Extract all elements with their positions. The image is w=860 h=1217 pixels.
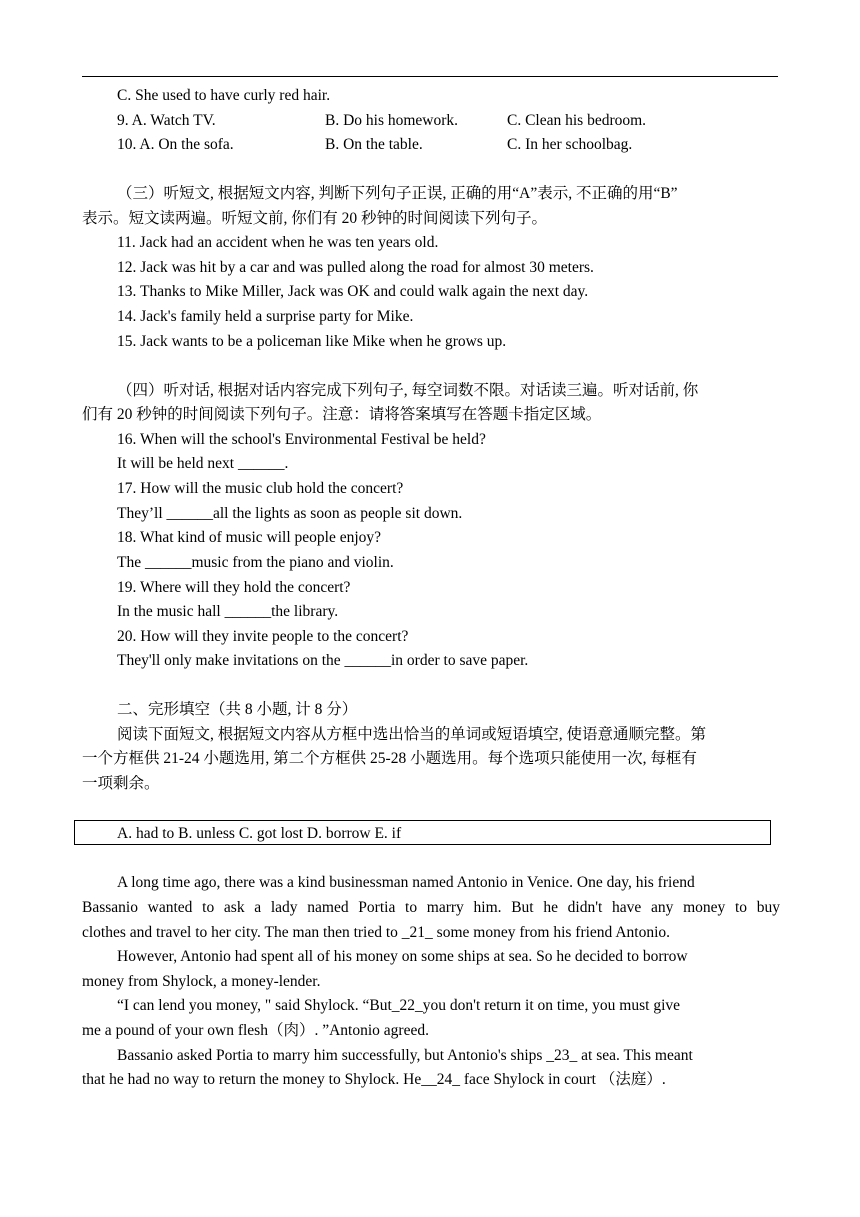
word-options-box bbox=[74, 820, 771, 845]
q8-option-c: C. She used to have curly red hair. bbox=[117, 87, 331, 104]
section3-item: 14. Jack's family held a surprise party for Mike. bbox=[117, 308, 414, 325]
section3-intro-line1: （三）听短文, 根据短文内容, 判断下列句子正误, 正确的用“A”表示, 不正确的用“B” bbox=[117, 185, 678, 202]
section4-item: 16. When will the school's Environmental Festival be held? bbox=[117, 431, 486, 448]
section4-item: In the music hall ______the library. bbox=[117, 603, 339, 620]
section4-intro-line1: （四）听对话, 根据对话内容完成下列句子, 每空词数不限。对话读三遍。听对话前, 你 bbox=[117, 382, 699, 399]
part2-instruction-line1: 阅读下面短文, 根据短文内容从方框中选出恰当的单词或短语填空, 使语意通顺完整。第 bbox=[117, 726, 707, 743]
section4-item: 19. Where will they hold the concert? bbox=[117, 579, 351, 596]
passage-line: “I can lend you money, " said Shylock. “But_22_you don't return it on time, you must give bbox=[117, 997, 681, 1014]
passage-line: Bassanio asked Portia to marry him successfully, but Antonio's ships _23_ at sea. This meant bbox=[117, 1047, 693, 1064]
section3-intro-line2: 表示。短文读两遍。听短文前, 你们有 20 秒钟的时间阅读下列句子。 bbox=[82, 210, 548, 227]
section4-item: They'll only make invitations on the ______in order to save paper. bbox=[117, 652, 529, 669]
passage-line: However, Antonio had spent all of his money on some ships at sea. So he decided to borrow bbox=[117, 948, 688, 965]
section3-item: 12. Jack was hit by a car and was pulled along the road for almost 30 meters. bbox=[117, 259, 594, 276]
passage-line: clothes and travel to her city. The man then tried to _21_ some money from his friend Antonio. bbox=[82, 924, 671, 941]
section4-item: The ______music from the piano and violin. bbox=[117, 554, 394, 571]
part2-title: 二、完形填空（共 8 小题, 计 8 分） bbox=[117, 701, 358, 718]
word-options: A. had to B. unless C. got lost D. borrow E. if bbox=[117, 825, 402, 842]
section4-item: 17. How will the music club hold the concert? bbox=[117, 480, 404, 497]
section4-item: They’ll ______all the lights as soon as people sit down. bbox=[117, 505, 463, 522]
section3-item: 15. Jack wants to be a policeman like Mike when he grows up. bbox=[117, 333, 507, 350]
q9-option-c: C. Clean his bedroom. bbox=[507, 112, 647, 129]
section4-item: 18. What kind of music will people enjoy? bbox=[117, 529, 382, 546]
q9-option-a: 9. A. Watch TV. bbox=[117, 112, 216, 129]
q10-option-a: 10. A. On the sofa. bbox=[117, 136, 234, 153]
passage-line: me a pound of your own flesh（肉）. ”Antonio agreed. bbox=[82, 1022, 429, 1039]
passage-line: Bassanio wanted to ask a lady named Portia to marry him. But he didn't have any money to buy bbox=[82, 899, 780, 916]
section3-item: 11. Jack had an accident when he was ten years old. bbox=[117, 234, 439, 251]
passage-line: A long time ago, there was a kind businessman named Antonio in Venice. One day, his friend bbox=[117, 874, 695, 891]
section4-item: It will be held next ______. bbox=[117, 455, 289, 472]
q10-option-b: B. On the table. bbox=[325, 136, 423, 153]
section3-item: 13. Thanks to Mike Miller, Jack was OK and could walk again the next day. bbox=[117, 283, 589, 300]
part2-instruction-line3: 一项剩余。 bbox=[82, 775, 160, 792]
section4-item: 20. How will they invite people to the concert? bbox=[117, 628, 409, 645]
q10-option-c: C. In her schoolbag. bbox=[507, 136, 633, 153]
part2-instruction-line2: 一个方框供 21-24 小题选用, 第二个方框供 25-28 小题选用。每个选项只能使用一次, 每框有 bbox=[82, 750, 697, 767]
passage-line: money from Shylock, a money-lender. bbox=[82, 973, 321, 990]
q9-option-b: B. Do his homework. bbox=[325, 112, 459, 129]
header-rule bbox=[82, 76, 778, 77]
section4-intro-line2: 们有 20 秒钟的时间阅读下列句子。注意：请将答案填写在答题卡指定区域。 bbox=[82, 406, 602, 423]
passage-line: that he had no way to return the money to Shylock. He__24_ face Shylock in court （法庭）. bbox=[82, 1071, 666, 1088]
